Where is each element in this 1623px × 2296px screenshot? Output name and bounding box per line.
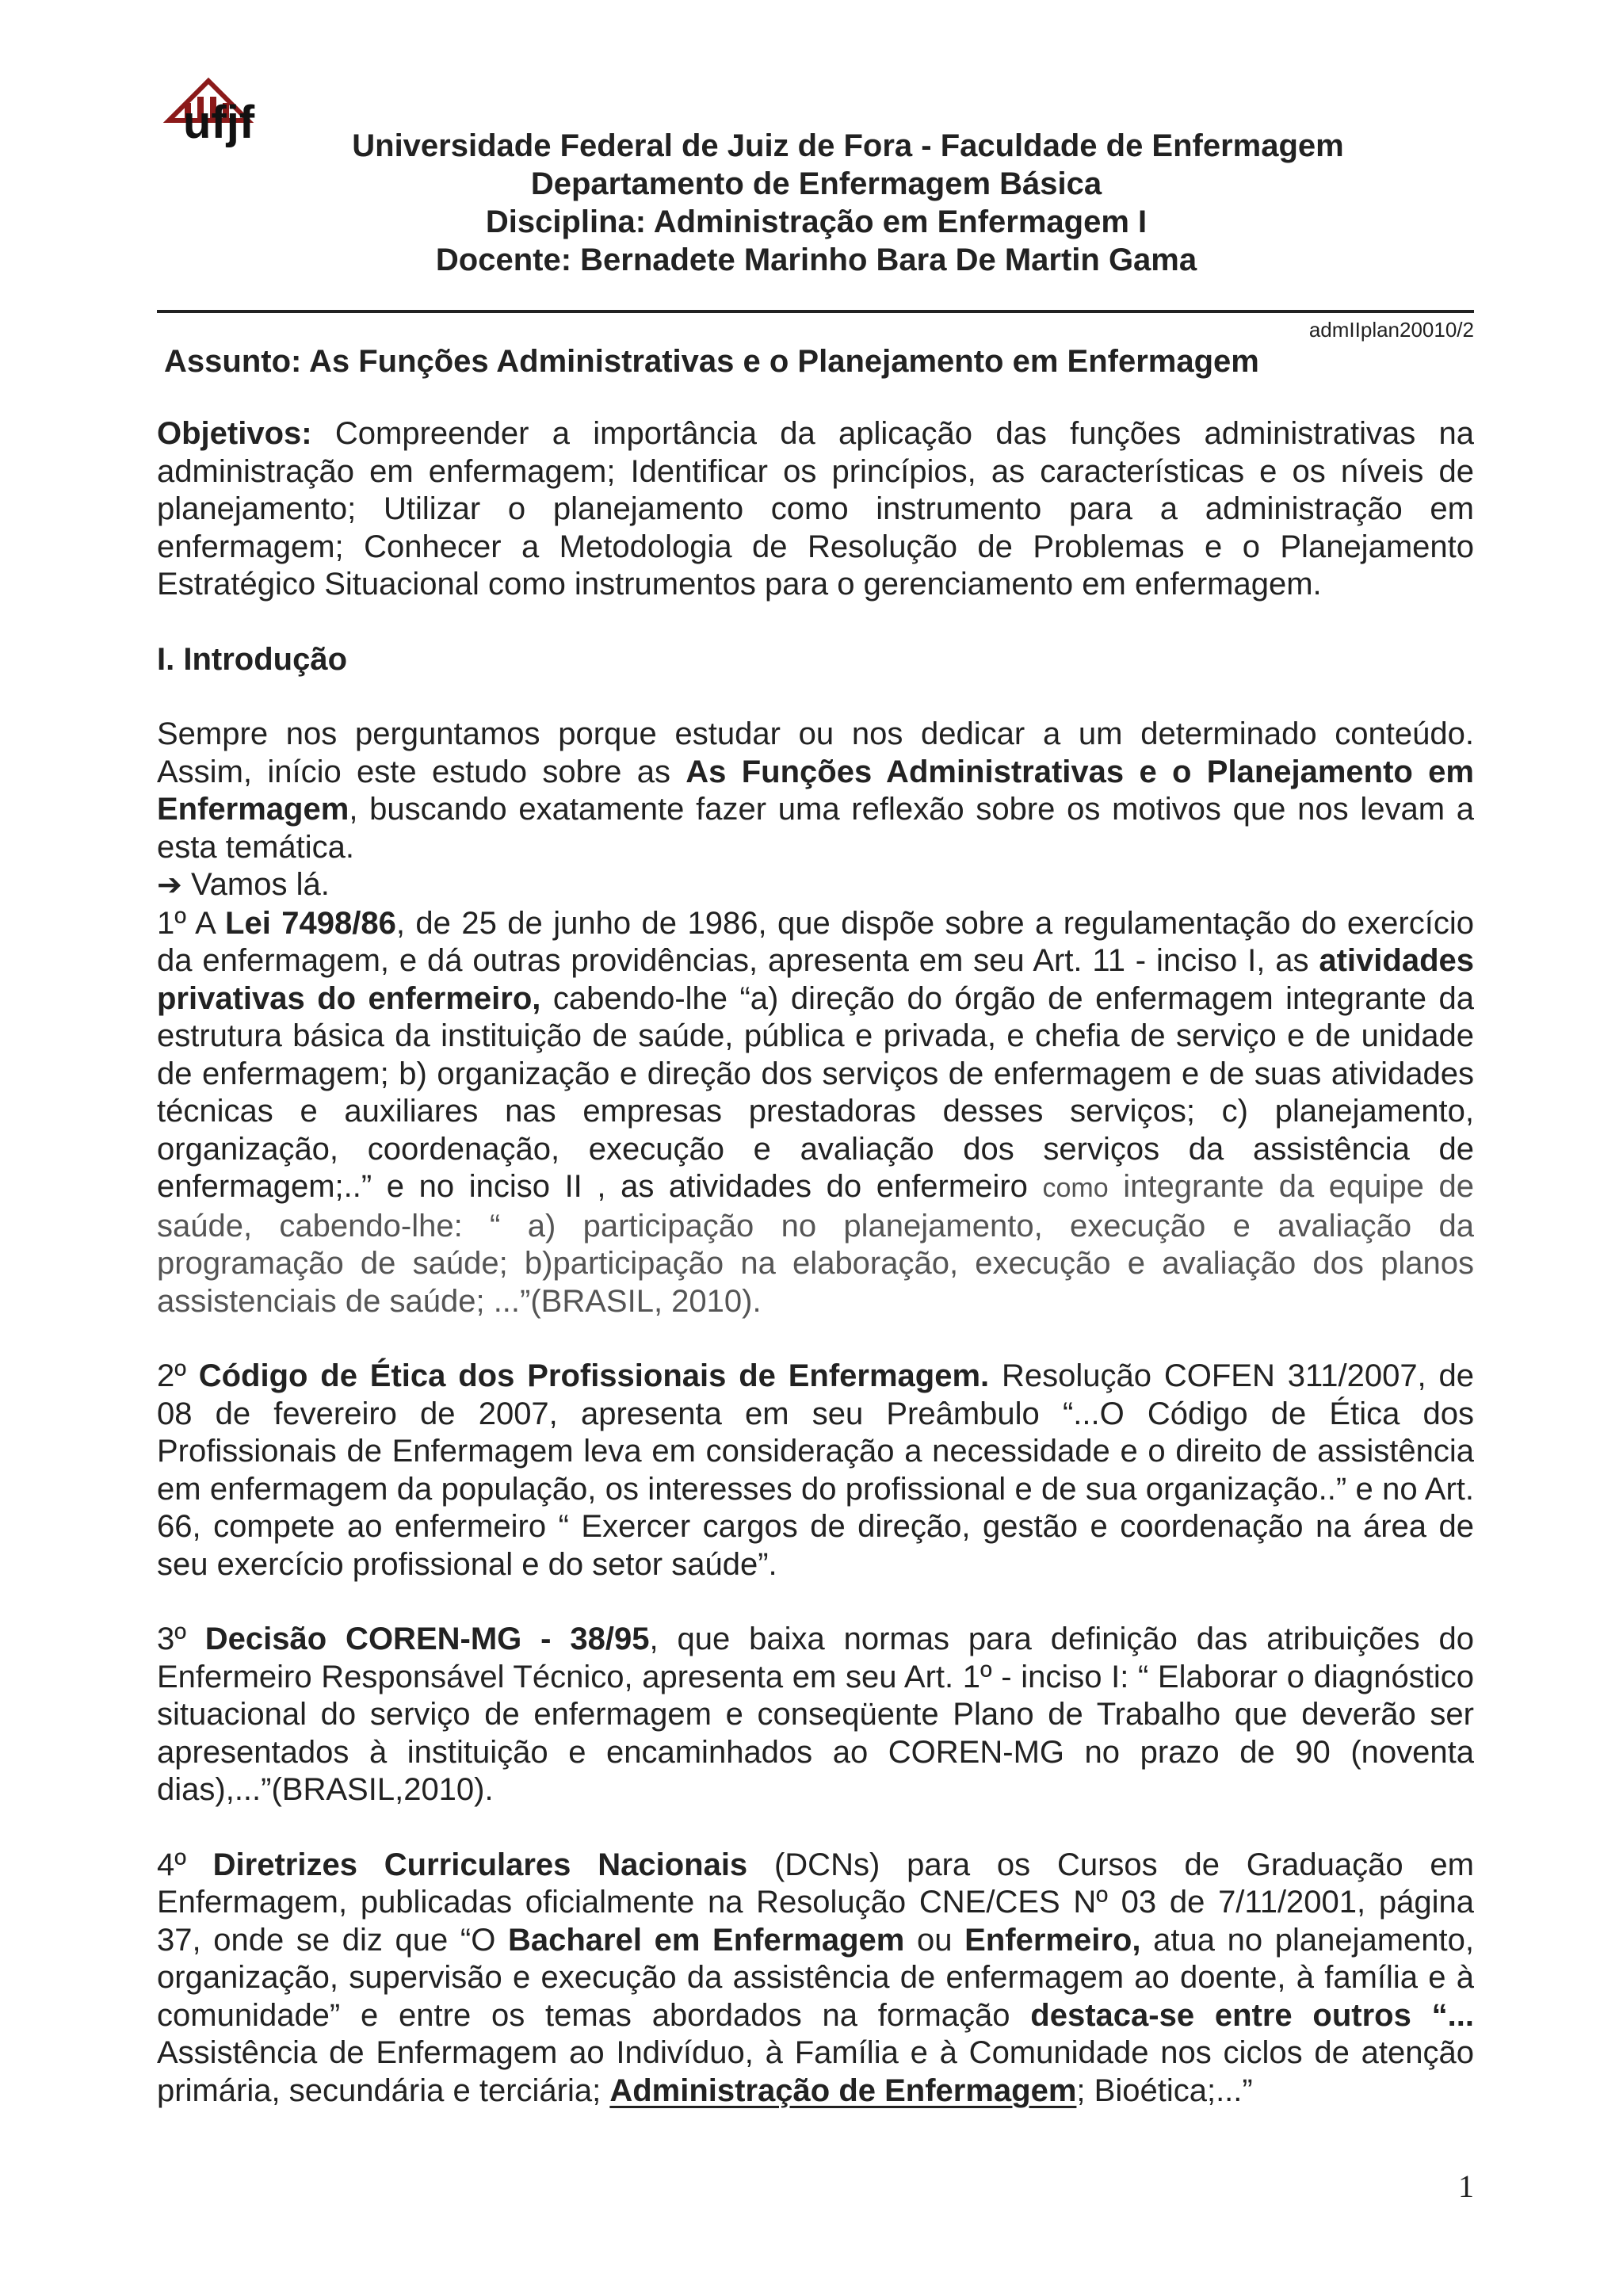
item-4-text-4: Assistência de Enfermagem ao Indivíduo, à Família e à Comunidade nos ciclos de atenção primária, secundária e terciária; (157, 2035, 1474, 2108)
objectives-text: Compreender a importância da aplicação das funções administrativas na administração em enfermagem; Identificar os princípios, as características e os níveis de planejamento; Utilizar o planejamento como instrumento para a administração em enfermagem; Conhecer a Metodologia de Resolução de Problemas e o Planejamento Estratégico Situacional como instrumentos para o gerenciamento em enfermagem. (157, 416, 1474, 602)
item-4-bold-4: destaca-se entre outros “... (1030, 1997, 1474, 2033)
item-4-bold-1: Diretrizes Curriculares Nacionais (212, 1847, 748, 1882)
item-2-bold: Código de Ética dos Profissionais de Enfermagem. (198, 1358, 990, 1393)
intro-heading-text: I. Introdução (157, 641, 347, 677)
item-2-number: 2º (157, 1358, 199, 1393)
spacer (157, 1584, 1474, 1621)
document-code: admIIplan20010/2 (1308, 318, 1474, 342)
spacer (157, 1320, 1474, 1358)
page-number: 1 (1458, 2168, 1474, 2204)
teacher-name: Docente: Bernadete Marinho Bara De Martin Gama (435, 243, 1197, 277)
item-2-text: Resolução COFEN 311/2007, de 08 de fevereiro de 2007, apresenta em seu Preâmbulo “...O Código de Ética dos Profissionais de Enfermagem leva em consideração a necessidade e o direito de assistência em enfermagem da população, os interesses do profissional e de sua organização..” e no Art. 66, compete ao enfermeiro “ Exercer cargos de direção, gestão e coordenação na área de seu exercício profissional e do setor saúde”. (157, 1358, 1475, 1582)
item-1-text-3: integrante da equipe de saúde, cabendo-lhe: “ a) participação no planejamento, execução e avaliação da programação de saúde; b)participação na elaboração, execução e avaliação dos planos assistenciais de saúde; ...”(BRASIL, 2010). (157, 1169, 1475, 1319)
intro-text-c: , buscando exatamente fazer uma reflexão sobre os motivos que nos levam a esta temática. (157, 792, 1474, 865)
item-2-paragraph (157, 1358, 1474, 1584)
item-3-text: , que baixa normas para definição das atribuições do Enfermeiro Responsável Técnico, apresenta em seu Art. 1º - inciso I: “ Elaborar o diagnóstico situacional do serviço de enfermagem e conseqüente Plano de Trabalho que deverão ser apresentados à instituição e encaminhados ao COREN-MG no prazo de 90 (noventa dias),...”(BRASIL,2010). (157, 1622, 1474, 1807)
vamos-text: Vamos lá. (181, 867, 330, 902)
item-1-bold: atividades privativas do enfermeiro, (157, 943, 1474, 1016)
objectives-label: Objetivos: (157, 416, 312, 451)
item-4-underlined: Administração de Enfermagem (609, 2073, 1077, 2108)
item-4-text-2: ou (904, 1922, 965, 1958)
item-1-paragraph (157, 905, 1474, 1321)
intro-text-a: Sempre nos perguntamos porque estudar ou nos dedicar a um determinado conteúdo. Assim, início este estudo sobre as (157, 716, 1474, 789)
subject-title: Assunto: As Funções Administrativas e o Planejamento em Enfermagem (164, 344, 1259, 379)
vamos-line (157, 866, 1474, 905)
arrow-right-icon: ➔ (157, 869, 182, 902)
spacer (157, 604, 1474, 641)
item-4-bold-3: Enfermeiro, (964, 1922, 1141, 1958)
item-4-text-1: (DCNs) para os Cursos de Graduação em Enfermagem, publicadas oficialmente na Resolução CNE/CES Nº 03 de 7/11/2001, página 37, onde se diz que “O (157, 1847, 1475, 1958)
item-4-text-3: atua no planejamento, organização, supervisão e execução da assistência de enfermagem ao doente, à família e à comunidade” e entre os temas abordados na formação (157, 1922, 1475, 2033)
item-4-text-5: ; Bioética;...” (1076, 2073, 1253, 2108)
item-3-paragraph (157, 1621, 1474, 1809)
item-4-paragraph (157, 1847, 1474, 2111)
spacer (157, 678, 1474, 716)
item-3-bold: Decisão COREN-MG - 38/95 (204, 1622, 650, 1656)
header-divider (157, 310, 1474, 313)
university-name: Universidade Federal de Juiz de Fora - Faculdade de Enfermagem (352, 128, 1344, 163)
item-1-como: como (1042, 1173, 1109, 1203)
item-1-text-2: cabendo-lhe “a) direção do órgão de enfermagem integrante da estrutura básica da instituição de saúde, pública e privada, e chefia de serviço e de unidade de enfermagem; b) organização e direção dos serviços de enfermagem e de suas atividades técnicas e auxiliares nas empresas prestadoras desses serviços; c) planejamento, organização, coordenação, execução e avaliação dos serviços da assistência de enfermagem;..” e no inciso II , as atividades do enfermeiro (157, 980, 1474, 1204)
item-4-bold-2: Bacharel em Enfermagem (507, 1922, 905, 1958)
intro-paragraph (157, 716, 1474, 866)
spacer (157, 1809, 1474, 1847)
logo-text: ufjf (183, 97, 255, 148)
discipline-name: Disciplina: Administração em Enfermagem I (485, 204, 1148, 239)
item-4-number: 4º (157, 1847, 213, 1882)
item-1-law: Lei 7498/86 (225, 905, 396, 941)
objectives-paragraph (157, 415, 1474, 604)
intro-text-bold: As Funções Administrativas e o Planejamento em Enfermagem (157, 754, 1474, 827)
item-1-text-1: , de 25 de junho de 1986, que dispõe sobre a regulamentação do exercício da enfermagem, e dá outras providências, apresenta em seu Art. 11 - inciso I, as (157, 905, 1474, 978)
intro-heading (157, 641, 1474, 679)
item-1-number: 1º A (157, 905, 226, 941)
department-name: Departamento de Enfermagem Básica (530, 166, 1102, 201)
document-body (157, 415, 1474, 2110)
item-3-number: 3º (157, 1622, 205, 1656)
